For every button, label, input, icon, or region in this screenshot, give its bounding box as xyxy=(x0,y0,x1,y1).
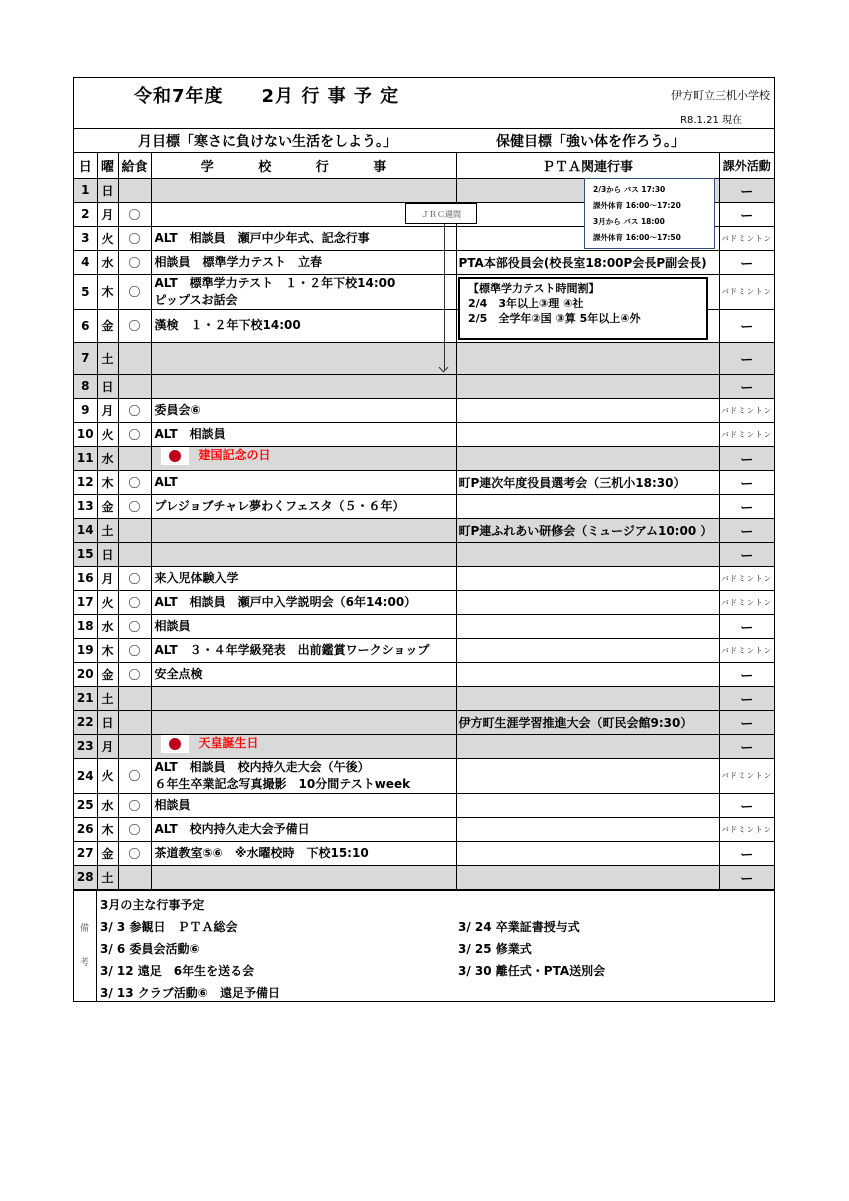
jrc-week-label: ＪＲＣ週間 xyxy=(405,203,477,224)
table-row xyxy=(74,865,774,889)
pta-events-cell xyxy=(456,566,719,590)
school-event-text: ALT 相談員 瀬戸中少年式、記念行事 xyxy=(154,230,370,245)
table-row xyxy=(74,494,774,518)
pta-events-cell xyxy=(456,841,719,865)
school-name: 伊方町立三机小学校 xyxy=(671,89,770,102)
club-activity-cell: ー xyxy=(719,494,774,518)
lunch-cell: 〇 xyxy=(118,793,151,817)
lunch-cell xyxy=(118,518,151,542)
pta-events-cell xyxy=(456,590,719,614)
club-activity-cell: バドミントン xyxy=(719,422,774,446)
school-events-cell xyxy=(151,734,456,758)
lunch-cell xyxy=(118,542,151,566)
col-header-weekday: 曜 xyxy=(97,153,118,178)
club-activity-cell: バドミントン xyxy=(719,638,774,662)
bus-schedule-note xyxy=(584,178,715,249)
lunch-cell: 〇 xyxy=(118,202,151,226)
weekday-cell: 土 xyxy=(97,518,118,542)
day-cell: 11 xyxy=(74,446,97,470)
school-events-cell xyxy=(151,518,456,542)
notes-label-top: 備 xyxy=(80,923,90,934)
day-cell: 16 xyxy=(74,566,97,590)
weekday-cell: 土 xyxy=(97,865,118,889)
lunch-cell: 〇 xyxy=(118,662,151,686)
club-activity-cell: ー xyxy=(719,250,774,274)
test-schedule-title: 【標準学力テスト時間割】 xyxy=(468,282,600,295)
weekday-cell: 火 xyxy=(97,422,118,446)
lunch-cell xyxy=(118,178,151,202)
weekday-cell: 月 xyxy=(97,202,118,226)
club-activity-cell: ー xyxy=(719,865,774,889)
notes-section xyxy=(74,890,774,1001)
table-row xyxy=(74,817,774,841)
pta-events-cell xyxy=(456,342,719,374)
club-activity-cell: ー xyxy=(719,309,774,342)
pta-events-cell: 伊方町生涯学習推進大会（町民会館9:30） xyxy=(456,710,719,734)
school-events-cell xyxy=(151,422,456,446)
table-row xyxy=(74,758,774,793)
school-events-cell xyxy=(151,398,456,422)
day-cell: 26 xyxy=(74,817,97,841)
pta-events-cell xyxy=(456,662,719,686)
test-schedule-line: 2/4 3年以上③理 ④社 xyxy=(468,297,584,310)
table-row xyxy=(74,710,774,734)
day-cell: 2 xyxy=(74,202,97,226)
pta-events-cell xyxy=(456,638,719,662)
day-cell: 18 xyxy=(74,614,97,638)
table-row xyxy=(74,590,774,614)
school-events-cell xyxy=(151,374,456,398)
bus-note-line: 3月から バス 18:00 xyxy=(593,217,665,226)
lunch-cell xyxy=(118,686,151,710)
lunch-cell: 〇 xyxy=(118,250,151,274)
school-event-text: ALT 相談員 瀬戸中入学説明会（6年14:00） xyxy=(154,594,417,609)
club-activity-cell: バドミントン xyxy=(719,590,774,614)
school-event-text: ６年生卒業記念写真撮影 10分間テストweek xyxy=(154,776,411,791)
as-of-date: R8.1.21 現在 xyxy=(680,115,742,126)
school-event-text: プレジョブチャレ夢わくフェスタ（５・６年） xyxy=(154,498,405,513)
school-events-cell xyxy=(151,250,456,274)
day-cell: 10 xyxy=(74,422,97,446)
club-activity-cell: バドミントン xyxy=(719,226,774,250)
school-events-cell xyxy=(151,470,456,494)
bus-note-line: 課外体育 16:00～17:50 xyxy=(593,233,681,242)
notes-item: 3/ 30 離任式・PTA送別会 xyxy=(458,963,606,978)
table-row xyxy=(74,566,774,590)
school-event-text: ALT 校内持久走大会予備日 xyxy=(154,821,310,836)
lunch-cell: 〇 xyxy=(118,309,151,342)
weekday-cell: 木 xyxy=(97,470,118,494)
table-row xyxy=(74,686,774,710)
notes-left xyxy=(100,894,280,1004)
notes-item: 3/ 25 修業式 xyxy=(458,941,532,956)
pta-events-cell: PTA本部役員会(校長室18:00P会長P副会長) xyxy=(456,250,719,274)
lunch-cell: 〇 xyxy=(118,638,151,662)
day-cell: 6 xyxy=(74,309,97,342)
day-cell: 24 xyxy=(74,758,97,793)
school-events-cell xyxy=(151,710,456,734)
notes-label xyxy=(74,891,97,1001)
day-cell: 15 xyxy=(74,542,97,566)
school-events-cell xyxy=(151,309,456,342)
holiday-name: 天皇誕生日 xyxy=(198,736,259,750)
school-events-cell xyxy=(151,793,456,817)
school-event-text: 委員会⑥ xyxy=(154,402,201,417)
pta-events-cell xyxy=(456,734,719,758)
school-event-text: ALT 相談員 校内持久走大会（午後） xyxy=(154,759,370,774)
table-row xyxy=(74,734,774,758)
weekday-cell: 金 xyxy=(97,494,118,518)
weekday-cell: 日 xyxy=(97,178,118,202)
club-activity-cell: ー xyxy=(719,841,774,865)
table-row xyxy=(74,793,774,817)
weekday-cell: 木 xyxy=(97,274,118,309)
day-cell: 25 xyxy=(74,793,97,817)
notes-title: 3月の主な行事予定 xyxy=(100,897,205,912)
test-schedule-box xyxy=(458,277,708,340)
club-activity-cell: ー xyxy=(719,374,774,398)
pta-events-cell xyxy=(456,446,719,470)
club-activity-cell: ー xyxy=(719,734,774,758)
club-activity-cell: バドミントン xyxy=(719,566,774,590)
lunch-cell xyxy=(118,342,151,374)
lunch-cell: 〇 xyxy=(118,614,151,638)
weekday-cell: 火 xyxy=(97,226,118,250)
col-header-club: 課外活動 xyxy=(719,153,774,178)
day-cell: 12 xyxy=(74,470,97,494)
day-cell: 23 xyxy=(74,734,97,758)
school-events-cell xyxy=(151,817,456,841)
holiday-name: 建国記念の日 xyxy=(198,448,271,462)
club-activity-cell: ー xyxy=(719,614,774,638)
table-row xyxy=(74,841,774,865)
weekday-cell: 木 xyxy=(97,638,118,662)
day-cell: 14 xyxy=(74,518,97,542)
table-row xyxy=(74,638,774,662)
school-event-text: ALT ３・４年学級発表 出前鑑賞ワークショップ xyxy=(154,642,430,657)
weekday-cell: 金 xyxy=(97,841,118,865)
day-cell: 4 xyxy=(74,250,97,274)
japan-flag-icon xyxy=(161,735,189,753)
day-cell: 22 xyxy=(74,710,97,734)
club-activity-cell: ー xyxy=(719,686,774,710)
col-header-school-events: 学 校 行 事 xyxy=(151,153,456,178)
school-event-text: ALT xyxy=(154,474,178,489)
club-activity-cell: ー xyxy=(719,470,774,494)
table-row xyxy=(74,518,774,542)
pta-events-cell xyxy=(456,542,719,566)
col-header-pta-events: ＰＴＡ関連行事 xyxy=(456,153,719,178)
table-row xyxy=(74,398,774,422)
title-row xyxy=(74,78,774,129)
table-row xyxy=(74,662,774,686)
weekday-cell: 水 xyxy=(97,793,118,817)
jrc-arrow-line xyxy=(444,224,445,370)
club-activity-cell: ー xyxy=(719,662,774,686)
school-event-text: 相談員 xyxy=(154,797,191,812)
school-events-cell xyxy=(151,758,456,793)
lunch-cell xyxy=(118,446,151,470)
weekday-cell: 木 xyxy=(97,817,118,841)
weekday-cell: 土 xyxy=(97,342,118,374)
school-event-text: ALT 標準学力テスト １・２年下校14:00 xyxy=(154,275,396,290)
school-event-text: 相談員 xyxy=(154,618,191,633)
school-event-text: 安全点検 xyxy=(154,666,203,681)
weekday-cell: 日 xyxy=(97,374,118,398)
day-cell: 7 xyxy=(74,342,97,374)
lunch-cell xyxy=(118,374,151,398)
club-activity-cell: バドミントン xyxy=(719,817,774,841)
school-event-text: 来入児体験入学 xyxy=(154,570,239,585)
table-row xyxy=(74,470,774,494)
table-row xyxy=(74,542,774,566)
weekday-cell: 日 xyxy=(97,542,118,566)
test-schedule-line: 2/5 全学年②国 ③算 5年以上④外 xyxy=(468,312,641,325)
bus-note-line: 課外体育 16:00～17:20 xyxy=(593,201,681,210)
lunch-cell: 〇 xyxy=(118,422,151,446)
school-events-cell xyxy=(151,686,456,710)
weekday-cell: 月 xyxy=(97,398,118,422)
lunch-cell: 〇 xyxy=(118,566,151,590)
club-activity-cell: ー xyxy=(719,793,774,817)
lunch-cell: 〇 xyxy=(118,470,151,494)
japan-flag-icon xyxy=(161,447,189,465)
day-cell: 17 xyxy=(74,590,97,614)
school-event-text: ピップスお話会 xyxy=(154,292,238,307)
school-event-text: 茶道教室⑤⑥ ※水曜校時 下校15:10 xyxy=(154,845,369,860)
weekday-cell: 水 xyxy=(97,446,118,470)
pta-events-cell xyxy=(456,865,719,889)
lunch-cell xyxy=(118,710,151,734)
lunch-cell: 〇 xyxy=(118,590,151,614)
page-title: 令和7年度 2月 行 事 予 定 xyxy=(134,86,400,107)
weekday-cell: 火 xyxy=(97,758,118,793)
weekday-cell: 日 xyxy=(97,710,118,734)
table-row xyxy=(74,374,774,398)
school-events-cell xyxy=(151,662,456,686)
club-activity-cell: ー xyxy=(719,342,774,374)
table-row xyxy=(74,250,774,274)
school-events-cell xyxy=(151,274,456,309)
weekday-cell: 土 xyxy=(97,686,118,710)
pta-events-cell xyxy=(456,422,719,446)
bus-note-line: 2/3から バス 17:30 xyxy=(593,185,666,194)
notes-right xyxy=(458,916,605,982)
school-events-cell xyxy=(151,590,456,614)
pta-events-cell xyxy=(456,614,719,638)
weekday-cell: 金 xyxy=(97,662,118,686)
pta-events-cell xyxy=(456,374,719,398)
pta-events-cell xyxy=(456,793,719,817)
weekday-cell: 月 xyxy=(97,566,118,590)
pta-events-cell: 町P連ふれあい研修会（ミュージアム10:00 ） xyxy=(456,518,719,542)
school-event-text: 相談員 標準学力テスト 立春 xyxy=(154,254,323,269)
col-header-day: 日 xyxy=(74,153,97,178)
notes-item: 3/ 6 委員会活動⑥ xyxy=(100,941,200,956)
lunch-cell: 〇 xyxy=(118,226,151,250)
school-events-cell xyxy=(151,638,456,662)
table-row xyxy=(74,614,774,638)
lunch-cell: 〇 xyxy=(118,758,151,793)
day-cell: 27 xyxy=(74,841,97,865)
weekday-cell: 水 xyxy=(97,250,118,274)
holiday xyxy=(155,447,271,465)
holiday xyxy=(155,735,259,753)
school-events-cell xyxy=(151,566,456,590)
school-events-cell xyxy=(151,841,456,865)
lunch-cell: 〇 xyxy=(118,274,151,309)
club-activity-cell: ー xyxy=(719,518,774,542)
club-activity-cell: バドミントン xyxy=(719,758,774,793)
table-row xyxy=(74,446,774,470)
month-goal: 月目標「寒さに負けない生活をしよう。」 xyxy=(138,134,397,150)
school-events-cell xyxy=(151,226,456,250)
school-events-cell xyxy=(151,178,456,202)
pta-events-cell xyxy=(456,758,719,793)
notes-item: 3/ 12 遠足 6年生を送る会 xyxy=(100,963,255,978)
notes-item: 3/ 24 卒業証書授与式 xyxy=(458,919,580,934)
club-activity-cell: ー xyxy=(719,542,774,566)
health-goal: 保健目標「強い体を作ろう。」 xyxy=(496,134,685,150)
lunch-cell: 〇 xyxy=(118,398,151,422)
school-event-text: 漢検 １・２年下校14:00 xyxy=(154,318,301,332)
pta-events-cell xyxy=(456,398,719,422)
lunch-cell: 〇 xyxy=(118,494,151,518)
calendar-table xyxy=(74,153,774,890)
lunch-cell: 〇 xyxy=(118,817,151,841)
club-activity-cell: ー xyxy=(719,202,774,226)
lunch-cell xyxy=(118,734,151,758)
day-cell: 28 xyxy=(74,865,97,889)
table-row xyxy=(74,342,774,374)
table-row xyxy=(74,422,774,446)
club-activity-cell: バドミントン xyxy=(719,274,774,309)
school-events-cell xyxy=(151,614,456,638)
day-cell: 9 xyxy=(74,398,97,422)
school-events-cell xyxy=(151,865,456,889)
col-header-lunch: 給食 xyxy=(118,153,151,178)
day-cell: 19 xyxy=(74,638,97,662)
day-cell: 3 xyxy=(74,226,97,250)
school-events-cell xyxy=(151,494,456,518)
lunch-cell: 〇 xyxy=(118,841,151,865)
lunch-cell xyxy=(118,865,151,889)
club-activity-cell: バドミントン xyxy=(719,398,774,422)
day-cell: 1 xyxy=(74,178,97,202)
club-activity-cell: ー xyxy=(719,446,774,470)
notes-label-bottom: 考 xyxy=(80,957,90,968)
weekday-cell: 水 xyxy=(97,614,118,638)
day-cell: 8 xyxy=(74,374,97,398)
pta-events-cell xyxy=(456,817,719,841)
notes-item: 3/ 3 参観日 ＰＴＡ総会 xyxy=(100,919,238,934)
notes-item: 3/ 13 クラブ活動⑥ 遠足予備日 xyxy=(100,985,280,1000)
school-events-cell xyxy=(151,542,456,566)
school-events-cell xyxy=(151,342,456,374)
weekday-cell: 金 xyxy=(97,309,118,342)
weekday-cell: 月 xyxy=(97,734,118,758)
school-event-text: ALT 相談員 xyxy=(154,426,226,441)
table-header-row xyxy=(74,153,774,178)
day-cell: 21 xyxy=(74,686,97,710)
goals-row xyxy=(74,129,774,153)
club-activity-cell: ー xyxy=(719,710,774,734)
day-cell: 20 xyxy=(74,662,97,686)
weekday-cell: 火 xyxy=(97,590,118,614)
day-cell: 13 xyxy=(74,494,97,518)
club-activity-cell: ー xyxy=(719,178,774,202)
school-events-cell xyxy=(151,446,456,470)
day-cell: 5 xyxy=(74,274,97,309)
pta-events-cell xyxy=(456,686,719,710)
pta-events-cell: 町P連次年度役員選考会（三机小18:30） xyxy=(456,470,719,494)
pta-events-cell xyxy=(456,494,719,518)
